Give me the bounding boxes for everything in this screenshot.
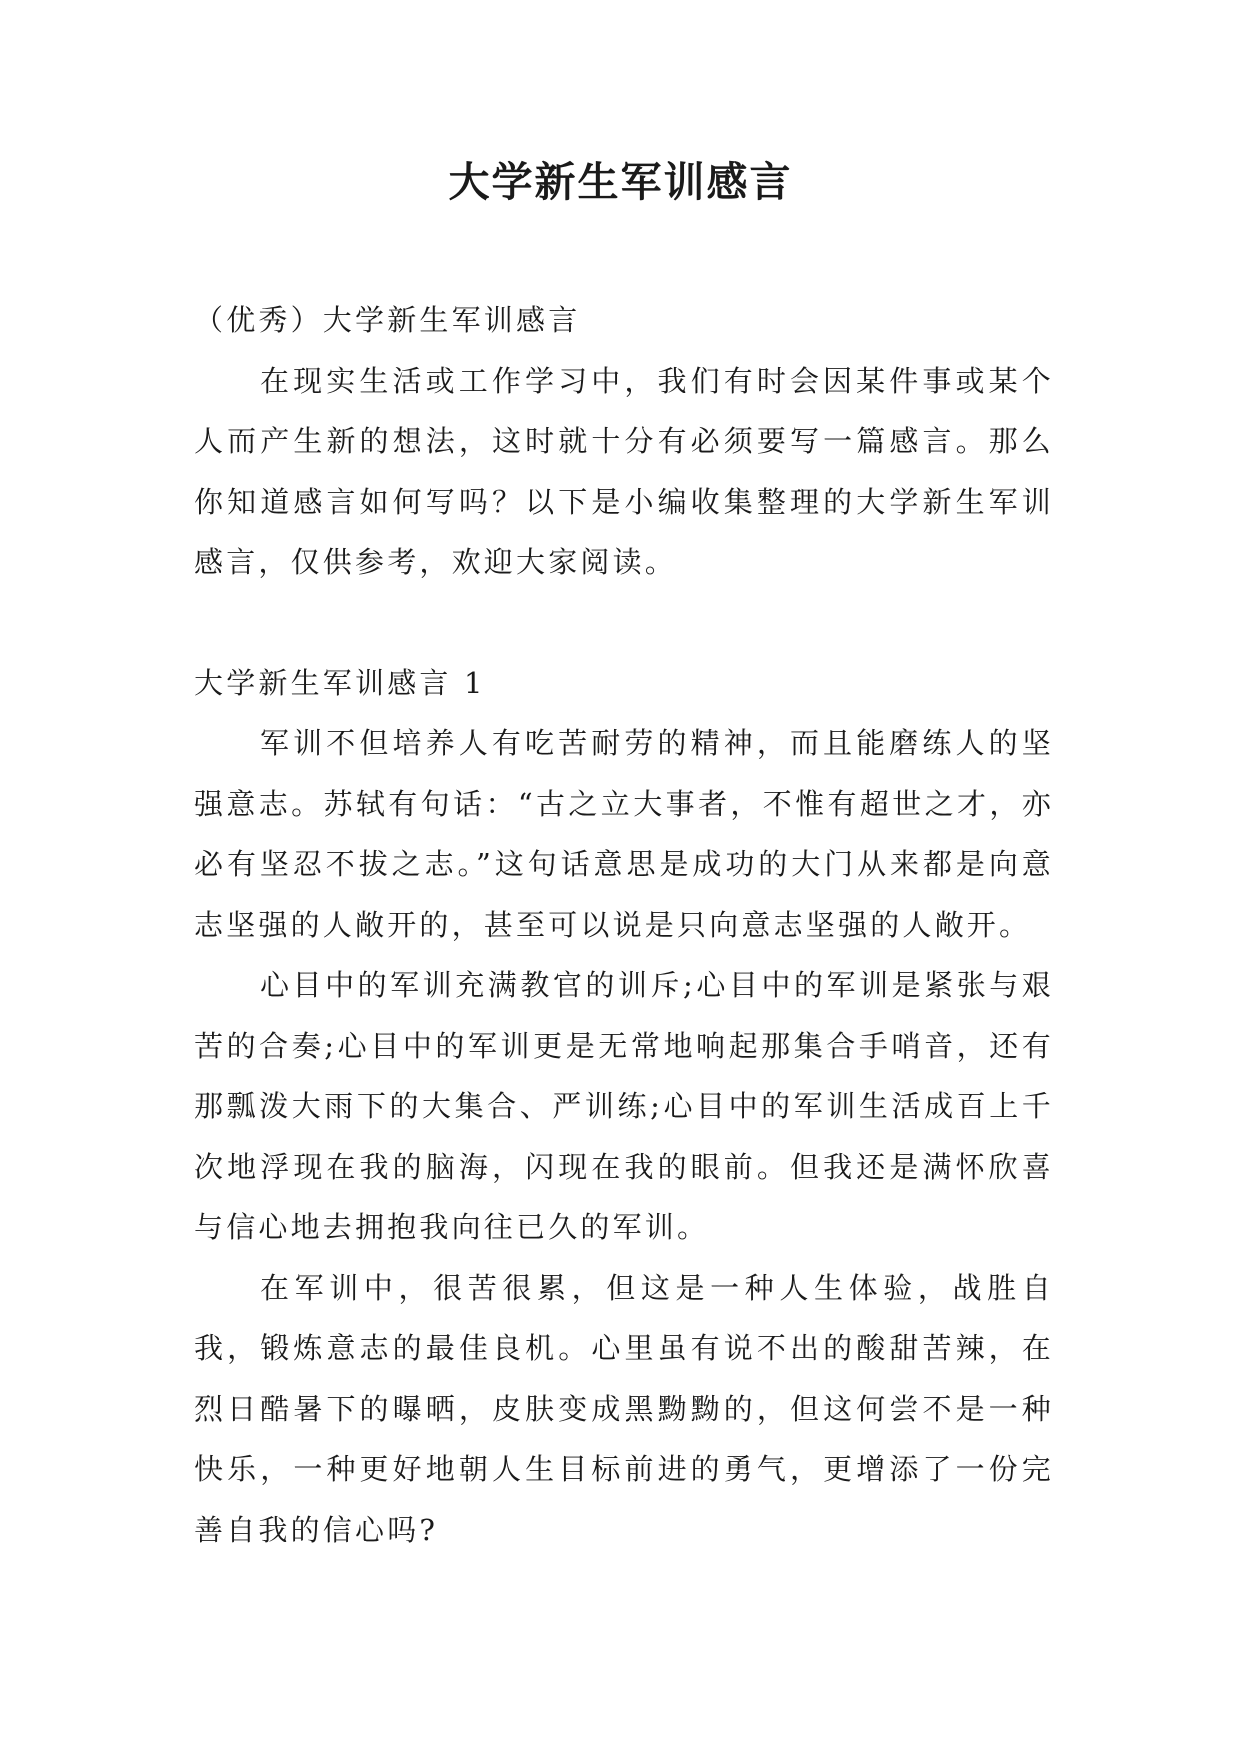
body-paragraph-3: 在军训中，很苦很累，但这是一种人生体验，战胜自我，锻炼意志的最佳良机。心里虽有说不出的酸甜苦辣，在烈日酷暑下的曝晒，皮肤变成黑黝黝的，但这何尝不是一种快乐，一种更好地朝人生目标前进的勇气，更增添了一份完善自我的信心吗?	[194, 1270, 1054, 1547]
document-subtitle: （优秀）大学新生军训感言	[194, 303, 581, 337]
body-paragraph-2: 心目中的军训充满教官的训斥;心目中的军训是紧张与艰苦的合奏;心目中的军训更是无常地响起那集合手哨音，还有那瓢泼大雨下的大集合、严训练;心目中的军训生活成百上千次地浮现在我的脑海，闪现在我的眼前。但我还是满怀欣喜与信心地去拥抱我向往已久的军训。	[194, 968, 1054, 1244]
document-body	[194, 290, 1054, 1560]
section-heading: 大学新生军训感言 1	[194, 665, 486, 700]
document-title: 大学新生军训感言	[448, 158, 793, 206]
body-paragraph-1: 军训不但培养人有吃苦耐劳的精神，而且能磨练人的坚强意志。苏轼有句话：“古之立大事者，不惟有超世之才，亦必有坚忍不拔之志。”这句话意思是成功的大门从来都是向意志坚强的人敞开的，甚至可以说是只向意志坚强的人敞开。	[194, 726, 1054, 942]
intro-paragraph: 在现实生活或工作学习中，我们有时会因某件事或某个人而产生新的想法，这时就十分有必须要写一篇感言。那么你知道感言如何写吗？以下是小编收集整理的大学新生军训感言，仅供参考，欢迎大家阅读。	[194, 363, 1054, 579]
